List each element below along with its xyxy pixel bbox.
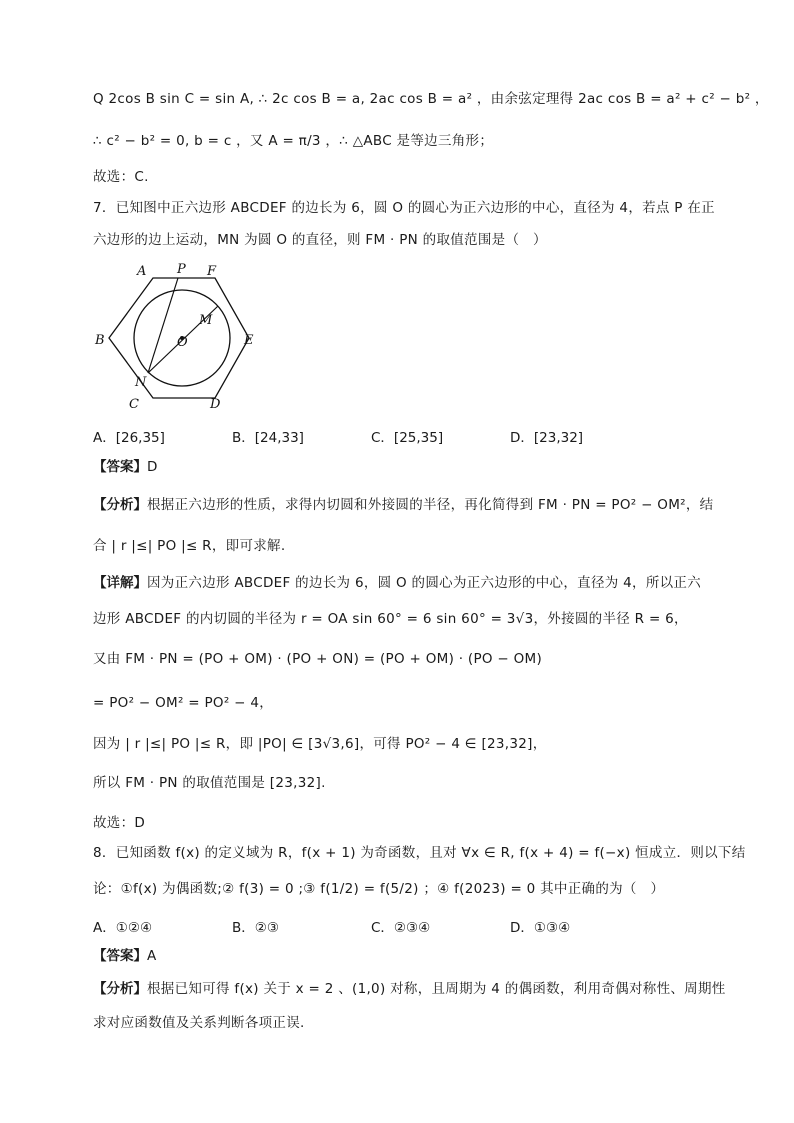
q7-detail-line-2: 边形 ABCDEF 的内切圆的半径为 r = OA sin 60° = 6 sin 60° = 3√3，外接圆的半径 R = 6， [93, 611, 688, 627]
label-a: A [137, 264, 147, 279]
q7-detail-line-1 [93, 574, 701, 592]
detail-tag: 【详解】 [93, 575, 147, 591]
q7-option-d: D．[23,32] [510, 430, 584, 446]
answer-tag: 【答案】 [93, 948, 147, 964]
q7-option-b: B．[24,33] [232, 430, 304, 446]
prev-solution-line-2: ∴ c² − b² = 0, b = c ，又 A = π/3 ，∴ △ABC 是等边三角形； [93, 133, 494, 149]
label-m: M [199, 313, 213, 328]
prev-solution-line-1: Q 2cos B sin C = sin A, ∴ 2c cos B = a, 2ac cos B = a² ，由余弦定理得 2ac cos B = a² + c² − b² ， [93, 91, 769, 107]
q7-stem-line-2: 六边形的边上运动，MN 为圆 O 的直径，则 FM · PN 的取值范围是（ ） [93, 232, 547, 248]
q7-stem-line-1: 7．已知图中正六边形 ABCDEF 的边长为 6，圆 O 的圆心为正六边形的中心，直径为 4，若点 P 在正 [93, 200, 715, 216]
analysis-tag: 【分析】 [93, 497, 147, 513]
q7-analysis-line-2: 合 | r |≤| PO |≤ R，即可求解. [93, 538, 286, 554]
q7-analysis-line-1 [93, 496, 713, 514]
prev-choice: 故选：C. [93, 169, 149, 185]
q8-option-b: B．②③ [232, 920, 279, 936]
answer-tag: 【答案】 [93, 459, 147, 475]
q7-answer [93, 458, 158, 476]
q7-detail-line-5: 因为 | r |≤| PO |≤ R，即 |PO| ∈ [3√3,6]，可得 PO² − 4 ∈ [23,32]， [93, 736, 547, 752]
label-n: N [135, 375, 147, 390]
label-e: E [244, 333, 254, 348]
label-p: P [177, 262, 186, 277]
label-o: O [177, 335, 188, 350]
label-b: B [95, 333, 105, 348]
detail-text: 因为正六边形 ABCDEF 的边长为 6，圆 O 的圆心为正六边形的中心，直径为 4，所以正六 [147, 575, 702, 591]
q8-analysis-line-1 [93, 980, 726, 998]
q8-answer [93, 947, 157, 965]
q7-option-a: A．[26,35] [93, 430, 165, 446]
q8-stem-line-2: 论：①f(x) 为偶函数;② f(3) = 0 ;③ f(1/2) = f(5/2) ；④ f(2023) = 0 其中正确的为（ ） [93, 881, 665, 897]
label-f: F [207, 264, 217, 279]
hexagon-figure [93, 258, 273, 418]
q7-option-c: C．[25,35] [371, 430, 444, 446]
q8-option-c: C．②③④ [371, 920, 431, 936]
q7-detail-line-4: = PO² − OM² = PO² − 4， [93, 695, 274, 711]
analysis-text: 根据已知可得 f(x) 关于 x = 2 、(1,0) 对称，且周期为 4 的偶函数，利用奇偶对称性、周期性 [147, 981, 726, 997]
answer-value: A [147, 948, 157, 964]
q7-choice: 故选：D [93, 815, 146, 831]
analysis-tag: 【分析】 [93, 981, 147, 997]
label-d: D [210, 397, 221, 412]
q8-option-a: A．①②④ [93, 920, 153, 936]
q8-stem-line-1: 8．已知函数 f(x) 的定义域为 R，f(x + 1) 为奇函数，且对 ∀x ∈ R, f(x + 4) = f(−x) 恒成立．则以下结 [93, 845, 746, 861]
q7-detail-line-6: 所以 FM · PN 的取值范围是 [23,32]. [93, 775, 326, 791]
q8-option-d: D．①③④ [510, 920, 571, 936]
q8-analysis-line-2: 求对应函数值及关系判断各项正误. [93, 1015, 305, 1031]
q7-detail-line-3: 又由 FM · PN = (PO + OM) · (PO + ON) = (PO + OM) · (PO − OM) [93, 651, 543, 667]
label-c: C [129, 397, 139, 412]
answer-value: D [147, 459, 158, 475]
analysis-text: 根据正六边形的性质，求得内切圆和外接圆的半径，再化简得到 FM · PN = PO² − OM²，结 [147, 497, 714, 513]
